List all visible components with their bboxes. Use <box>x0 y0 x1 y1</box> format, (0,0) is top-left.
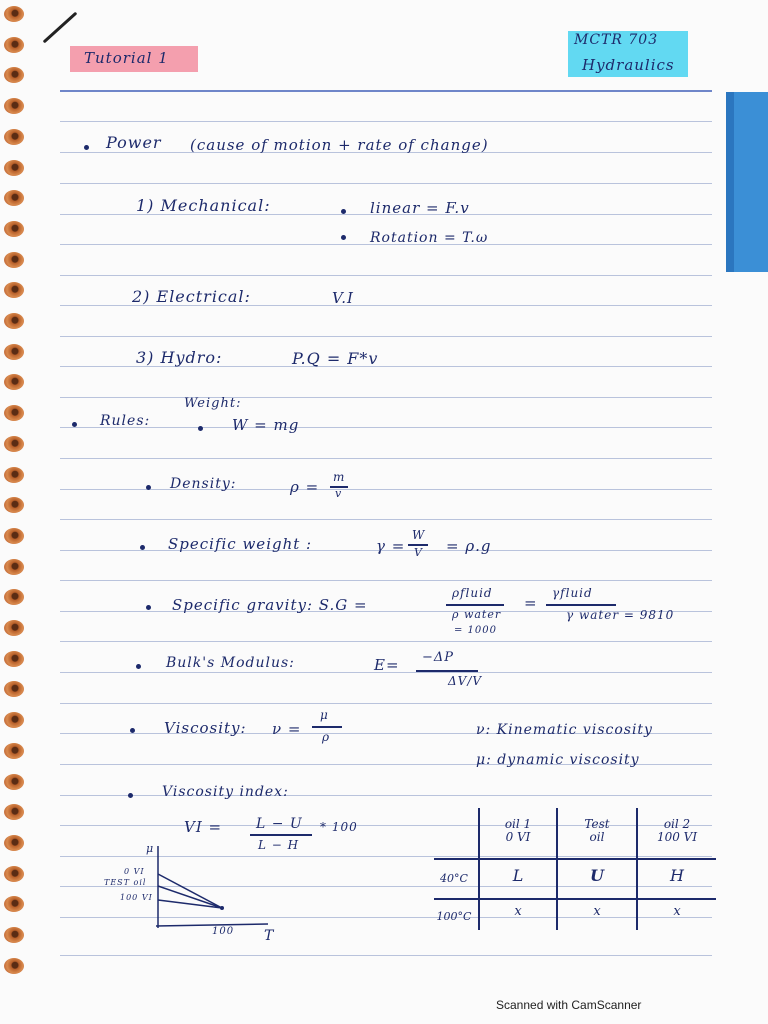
spiral-hole <box>4 681 24 697</box>
bulk-modulus-lhs: E= <box>374 656 400 674</box>
table-hline <box>434 858 716 860</box>
sg-water-density: = 1000 <box>454 625 498 636</box>
spiral-hole <box>4 528 24 544</box>
spiral-hole <box>4 190 24 206</box>
ruled-line <box>60 580 712 581</box>
ruled-line <box>60 90 712 92</box>
density-numerator: m <box>333 470 346 484</box>
graph-label-test-oil: TEST oil <box>104 878 147 887</box>
ruled-line <box>60 458 712 459</box>
table-row-label: 100°C <box>436 910 472 923</box>
sg-denominator-2: γ water = 9810 <box>566 608 675 622</box>
power-note: (cause of motion + rate of change) <box>190 136 489 154</box>
spiral-hole <box>4 6 24 22</box>
graph-y-label: μ <box>146 842 155 855</box>
spiral-hole <box>4 282 24 298</box>
vi-rhs: * 100 <box>320 820 358 834</box>
bullet <box>128 793 133 798</box>
mechanical-label: 1) Mechanical: <box>136 196 271 215</box>
rotation-formula: Rotation = T.ω <box>370 230 489 246</box>
power-title: Power <box>106 133 162 152</box>
vi-denominator: L − H <box>258 838 300 852</box>
spiral-hole <box>4 896 24 912</box>
bullet <box>72 422 77 427</box>
ruled-line <box>60 641 712 642</box>
specific-weight-denominator: V <box>414 546 423 559</box>
spiral-hole <box>4 774 24 790</box>
graph-x-label: T <box>264 928 275 944</box>
spiral-hole <box>4 374 24 390</box>
hydro-formula: P.Q = F*v <box>292 349 379 368</box>
spiral-hole <box>4 958 24 974</box>
weight-formula: W = mg <box>232 416 300 434</box>
bullet <box>198 426 203 431</box>
bulk-modulus-denominator: ΔV/V <box>448 674 483 688</box>
fraction-bar <box>546 604 616 606</box>
bulk-modulus-label: Bulk's Modulus: <box>166 655 295 671</box>
page-divider-tab <box>726 92 768 272</box>
bullet <box>136 664 141 669</box>
bullet <box>130 728 135 733</box>
spiral-hole <box>4 804 24 820</box>
curve-0vi <box>158 874 222 908</box>
ruled-line <box>60 519 712 520</box>
pen-mark <box>43 12 78 44</box>
viscosity-denominator: ρ <box>322 730 331 744</box>
specific-weight-label: Specific weight : <box>168 535 313 553</box>
bullet <box>84 145 89 150</box>
spiral-hole <box>4 313 24 329</box>
sg-numerator: ρfluid <box>452 586 493 600</box>
specific-weight-rhs: = ρ.g <box>446 537 492 555</box>
electrical-formula: V.I <box>332 289 354 307</box>
spiral-hole <box>4 98 24 114</box>
spiral-hole <box>4 129 24 145</box>
vi-lhs: VI = <box>184 818 223 836</box>
ruled-line <box>60 397 712 398</box>
tutorial-title: Tutorial 1 <box>84 49 169 67</box>
spiral-hole <box>4 589 24 605</box>
spiral-hole <box>4 160 24 176</box>
ruled-line <box>60 183 712 184</box>
fraction-bar <box>250 834 312 836</box>
ruled-line <box>60 489 712 490</box>
density-label: Density: <box>170 476 237 492</box>
spiral-hole <box>4 712 24 728</box>
fraction-bar <box>312 726 342 728</box>
viscosity-index-label: Viscosity index: <box>162 784 289 800</box>
table-cell: H <box>670 866 684 885</box>
specific-gravity-label: Specific gravity: S.G = <box>172 596 368 614</box>
bullet <box>341 235 346 240</box>
hydro-label: 3) Hydro: <box>136 348 223 367</box>
spiral-hole <box>4 37 24 53</box>
density-denominator: v <box>335 487 343 500</box>
scanner-watermark: Scanned with CamScanner <box>496 998 642 1012</box>
density-lhs: ρ = <box>290 478 320 496</box>
table-header: oil 1 0 VI <box>504 817 532 844</box>
table-cell: U <box>590 866 604 885</box>
table-cell: x <box>593 904 601 919</box>
viscosity-lhs: ν = <box>272 720 302 738</box>
bullet <box>140 545 145 550</box>
spiral-hole <box>4 67 24 83</box>
spiral-hole <box>4 743 24 759</box>
graph-x-tick: 100 <box>212 926 235 937</box>
course-code: MCTR 703 <box>574 32 659 48</box>
spiral-hole <box>4 344 24 360</box>
bullet <box>146 605 151 610</box>
spiral-hole <box>4 497 24 513</box>
spiral-hole <box>4 927 24 943</box>
ruled-line <box>60 121 712 122</box>
specific-weight-lhs: γ = <box>376 537 406 555</box>
viscosity-numerator: μ <box>320 708 329 722</box>
spiral-hole <box>4 559 24 575</box>
table-cell: x <box>673 904 681 919</box>
converge-point <box>220 906 224 910</box>
table-header: Test oil <box>584 817 610 844</box>
spiral-hole <box>4 221 24 237</box>
table-cell: x <box>514 904 522 919</box>
course-name: Hydraulics <box>582 56 675 74</box>
bullet <box>341 209 346 214</box>
spiral-hole <box>4 620 24 636</box>
rules-title: Rules: <box>100 413 151 429</box>
dynamic-viscosity-def: μ: dynamic viscosity <box>476 752 640 768</box>
bullet <box>146 485 151 490</box>
spiral-hole <box>4 467 24 483</box>
spiral-binding <box>4 6 28 986</box>
ruled-line <box>60 795 712 796</box>
table-hline <box>434 898 716 900</box>
ruled-line <box>60 427 712 428</box>
fraction-bar <box>416 670 478 672</box>
table-cell: L <box>512 866 524 885</box>
graph-label-0vi: 0 VI <box>124 867 145 876</box>
weight-label: Weight: <box>184 396 242 411</box>
viscosity-label: Viscosity: <box>164 719 247 737</box>
ruled-line <box>60 336 712 337</box>
ruled-line <box>60 275 712 276</box>
spiral-hole <box>4 252 24 268</box>
spiral-hole <box>4 835 24 851</box>
linear-formula: linear = F.v <box>370 199 470 217</box>
sg-numerator-2: γfluid <box>552 586 593 600</box>
bulk-modulus-numerator: −ΔP <box>422 650 455 665</box>
ruled-line <box>60 955 712 956</box>
spiral-hole <box>4 866 24 882</box>
spiral-hole <box>4 436 24 452</box>
specific-weight-numerator: W <box>412 528 426 542</box>
electrical-label: 2) Electrical: <box>132 287 251 306</box>
sg-equals: = <box>524 594 538 612</box>
spiral-hole <box>4 405 24 421</box>
table-header: oil 2 100 VI <box>656 817 698 844</box>
spiral-hole <box>4 651 24 667</box>
ruled-line <box>60 703 712 704</box>
graph-label-100vi: 100 VI <box>120 893 153 902</box>
vi-numerator: L − U <box>256 816 303 832</box>
fraction-bar <box>446 604 504 606</box>
sg-denominator: ρ water <box>452 608 502 621</box>
kinematic-viscosity-def: ν: Kinematic viscosity <box>476 722 653 738</box>
table-row-label: 40°C <box>440 872 468 885</box>
